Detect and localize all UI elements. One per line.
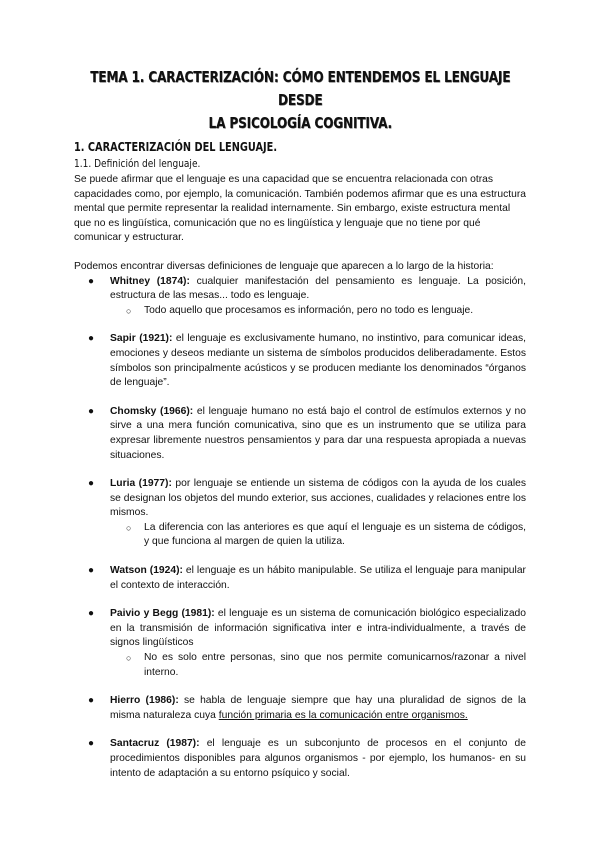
definition-text: el lenguaje es exclusivamente humano, no instintivo, para comunicar ideas, emociones y deseos mediante un sistema de símbolos producidos deliberadamente. Estos símbolos son principalmente acústicos y se producen mediante los denominados “órganos de lenguaje”. bbox=[110, 333, 526, 389]
definition-author: Whitney (1874) bbox=[110, 275, 187, 287]
sub-point bbox=[110, 304, 526, 319]
bullet-icon: ● bbox=[88, 333, 95, 345]
definition-text: el lenguaje es un sistema de comunicación biológico especializado en la transmisión de información significativa inter e intra-individualmente, a través de signos lingüísticos bbox=[110, 608, 527, 649]
section-heading: 1. CARACTERIZACIÓN DEL LENGUAJE. bbox=[74, 139, 278, 154]
definition-text: cualquier manifestación del pensamiento es lenguaje. La posición, estructura de las mesas... todo es lenguaje. bbox=[110, 275, 526, 302]
bullet-icon: ● bbox=[88, 565, 95, 577]
definition-author: Luria (1977): bbox=[110, 478, 172, 490]
bullet-icon: ● bbox=[88, 478, 95, 490]
circle-bullet-icon: ○ bbox=[126, 305, 132, 316]
bullet-icon: ● bbox=[88, 275, 95, 287]
definition-author: Paivio y Begg (1981): bbox=[110, 608, 215, 620]
title-line-2: LA PSICOLOGÍA COGNITIVA. bbox=[208, 114, 392, 132]
definitions-intro: Podemos encontrar diversas definiciones de lenguaje que aparecen a lo largo de la historia: bbox=[74, 260, 494, 272]
definition-item bbox=[74, 477, 526, 550]
circle-bullet-icon: ○ bbox=[126, 522, 132, 533]
definition-text: el lenguaje humano no está bajo el control de estímulos externos y no sirve a una mera función comunicativa, sino que es un instrumento que se utiliza para expresar libremente nuestros pensamientos y para dar una respuesta apropiada a nuevas situaciones. bbox=[110, 405, 527, 461]
definition-item: ● Chomsky (1966): el lenguaje humano no está bajo el control de estímulos externos y no sirve a una mera función comunicativa, sino que es un instrumento que se utiliza para expresar libremente nuestros pensamientos y para dar una respuesta apropiada a nuevas situaciones. bbox=[88, 405, 527, 461]
bullet-icon: ● bbox=[88, 608, 95, 620]
definition-item: ● Santacruz (1987): el lenguaje es un subconjunto de procesos en el conjunto de procedimientos disponibles para algunos organismos - por ejemplo, los humanos- en su intento de adaptación a su entorno psíquico y social. bbox=[88, 738, 526, 779]
definition-item: ● Hierro (1986): se habla de lenguaje siempre que hay una pluralidad de signos de la misma naturaleza cuya función primaria es la comunicación entre organismos. bbox=[88, 695, 526, 721]
sub-point-text: No es solo entre personas, sino que nos permite comunicarnos/razonar a nivel interno. bbox=[144, 652, 526, 678]
definition-item: ● Watson (1924): el lenguaje es un hábito manipulable. Se utiliza el lenguaje para manipular el contexto de interacción. bbox=[88, 565, 526, 591]
bullet-icon: ● bbox=[88, 738, 95, 750]
definitions-list bbox=[74, 275, 526, 782]
intro-paragraph: Se puede afirmar que el lenguaje es una capacidad que se encuentra relacionada con otras capacidades como, por ejemplo, la comunicación. También podemos afirmar que es una estructura mental que permite representar la realidad internamente. Sin embargo, existe estructura mental que no es lingüística, comunicación que no es lingüística y lenguaje que no tiene por qué comunicar y estructurar. bbox=[74, 174, 526, 244]
definition-author: Watson (1924) bbox=[110, 565, 180, 577]
subsection-heading: 1.1. Definición del lenguaje. bbox=[74, 157, 201, 170]
bullet-icon: ● bbox=[88, 695, 95, 707]
definition-author: Chomsky (1966) bbox=[110, 405, 190, 417]
definition-author: Santacruz (1987) bbox=[110, 738, 197, 750]
title-line-1: TEMA 1. CARACTERIZACIÓN: CÓMO ENTENDEMOS EL LENGUAJE DESDE bbox=[89, 68, 511, 109]
sub-point bbox=[110, 651, 526, 680]
definition-item bbox=[74, 607, 526, 680]
definition-item: ● Whitney (1874): cualquier manifestación del pensamiento es lenguaje. La posición, estructura de las mesas... todo es lenguaje. ○ Todo aquello que procesamos es información, pero no todo es lenguaje. bbox=[74, 275, 526, 319]
definition-item: ● Sapir (1921): el lenguaje es exclusivamente humano, no instintivo, para comunicar ideas, emociones y deseos mediante un sistema de símbolos producidos deliberadamente. Estos símbolos son principalmente acústicos y se producen mediante los denominados “órganos de lenguaje”. bbox=[88, 333, 526, 389]
circle-bullet-icon: ○ bbox=[126, 653, 132, 664]
sub-point-text: Todo aquello que procesamos es información, pero no todo es lenguaje. bbox=[144, 304, 474, 316]
definition-text: el lenguaje es un subconjunto de procesos en el conjunto de procedimientos disponibles para algunos organismos - por ejemplo, los humanos- en su intento de adaptación a su entorno psíquico y social. bbox=[110, 738, 526, 779]
definition-author: Sapir (1921) bbox=[110, 333, 169, 345]
underlined-phrase: función primaria es la comunicación entre organismos. bbox=[218, 709, 468, 721]
definition-text: se habla de lenguaje siempre que hay una pluralidad de signos de la misma naturaleza cuya bbox=[110, 695, 526, 721]
definition-text: por lenguaje se entiende un sistema de códigos con la ayuda de los cuales se designan los objetos del mundo exterior, sus acciones, cualidades y relaciones entre los mismos. bbox=[110, 478, 526, 519]
definition-author: Hierro (1986) bbox=[110, 695, 176, 707]
bullet-icon: ● bbox=[88, 405, 95, 417]
sub-point-text: La diferencia con las anteriores es que aquí el lenguaje es un sistema de códigos, y que funciona al margen de quien la utiliza. bbox=[144, 521, 526, 548]
document-title bbox=[74, 66, 525, 135]
definition-text: el lenguaje es un hábito manipulable. Se utiliza el lenguaje para manipular el contexto de interacción. bbox=[110, 565, 526, 591]
sub-point bbox=[110, 521, 526, 550]
